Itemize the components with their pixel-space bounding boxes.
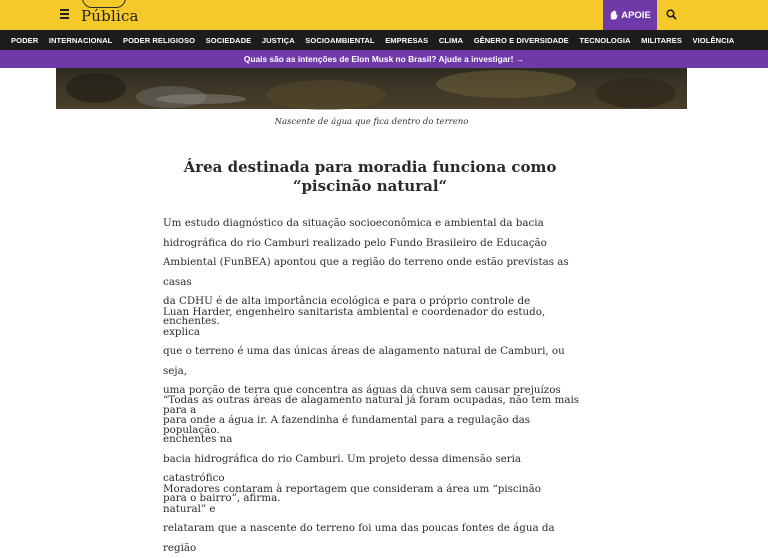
site-header xyxy=(0,0,768,30)
paragraph-4 xyxy=(163,480,583,558)
text-line: uma porção de terra que concentra as águas da chuva sem causar prejuízos para a xyxy=(163,384,561,416)
nav-item-clima[interactable]: CLIMA xyxy=(438,35,464,45)
section-heading: Área destinada para moradia funciona como “piscinão natural“ xyxy=(183,158,557,195)
apoie-button[interactable] xyxy=(603,0,657,30)
text-line: população. xyxy=(163,423,220,436)
site-logo[interactable] xyxy=(80,0,140,30)
text-line: para o bairro”, afirma. xyxy=(163,491,281,504)
nav-item-empresas[interactable]: EMPRESAS xyxy=(385,35,429,45)
text-line: que o terreno é uma das únicas áreas de alagamento natural de Camburi, ou seja, xyxy=(163,345,565,377)
nav-item-poder-religioso[interactable]: PODER RELIGIOSO xyxy=(122,35,196,45)
text-line: da CDHU é de alta importância ecológica e para o próprio controle de enchentes. xyxy=(163,295,531,327)
article-image xyxy=(56,68,687,109)
text-line: “Todas as outras áreas de alagamento natural já foram ocupadas, não tem mais xyxy=(163,394,580,406)
nav-list xyxy=(0,30,768,50)
nav-item-socioambiental[interactable]: SOCIOAMBIENTAL xyxy=(305,35,375,45)
nav-item-justi-a[interactable]: JUSTIÇA xyxy=(261,35,295,45)
text-line: Moradores contaram à reportagem que consideram a área um “piscinão natural” e xyxy=(163,483,541,515)
nav-item-sociedade[interactable]: SOCIEDADE xyxy=(205,35,252,45)
hamburger-icon[interactable] xyxy=(60,7,74,21)
text-line: Ambiental (FunBEA) apontou que a região do terreno onde estão previstas as casas xyxy=(163,256,569,288)
nav-item-militares[interactable]: MILITARES xyxy=(641,35,682,45)
image-caption: Nascente de água que fica dentro do terreno xyxy=(274,117,469,127)
text-line: relataram que a nascente do terreno foi uma das poucas fontes de água da região xyxy=(163,522,555,554)
nav-item-poder[interactable]: PODER xyxy=(11,35,39,45)
text-line: bacia hidrográfica do rio Camburi. Um projeto dessa dimensão seria catastrófico xyxy=(163,452,522,485)
nav-item-internacional[interactable]: INTERNACIONAL xyxy=(48,35,113,45)
nav-item-tecnologia[interactable]: TECNOLOGIA xyxy=(579,35,631,45)
main-nav xyxy=(0,30,768,50)
hand-heart-icon xyxy=(609,10,618,20)
apoie-label: APOIE xyxy=(621,9,651,21)
text-line: hidrográfica do rio Camburi realizado pelo Fundo Brasileiro de Educação xyxy=(163,236,547,249)
text-line: Luan Harder, engenheiro sanitarista ambiental e coordenador do estudo, explica xyxy=(163,306,546,338)
text-line: para onde a água ir. A fazendinha é fundamental para a regulação das enchentes na xyxy=(163,413,531,446)
search-icon xyxy=(664,7,680,23)
text-line: Um estudo diagnóstico da situação socioeconômica e ambiental da bacia xyxy=(163,217,544,229)
nav-item-viol-ncia[interactable]: VIOLÊNCIA xyxy=(692,35,735,45)
search-button[interactable] xyxy=(664,7,680,23)
promo-banner[interactable]: Quais são as intenções de Elon Musk no Brasil? Ajude a investigar! → xyxy=(0,50,768,68)
nav-item-g-nero-e-diversidade[interactable]: GÊNERO E DIVERSIDADE xyxy=(473,35,569,45)
logo-text: Pública xyxy=(81,7,139,25)
